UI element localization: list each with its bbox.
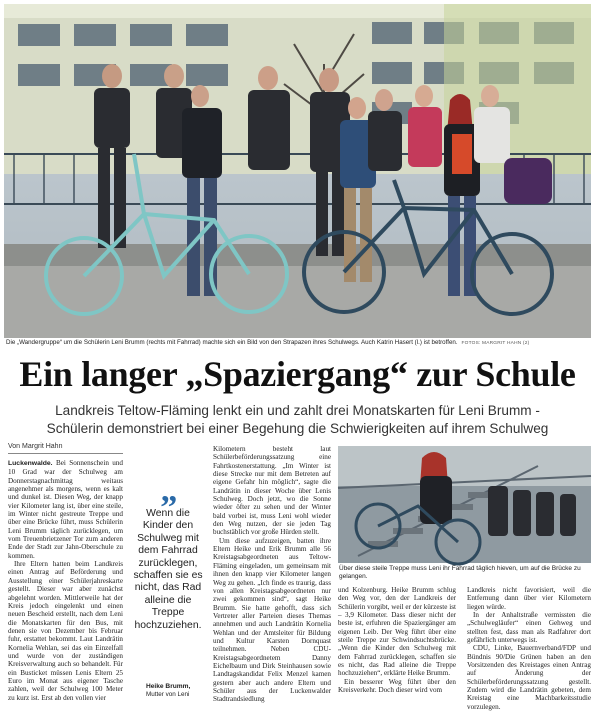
paragraph: Landkreis nicht favorisiert, weil die Entfernung dann über vier Kilometern liegen würde. — [467, 586, 591, 611]
article-column-5 — [338, 586, 456, 714]
main-photo — [4, 4, 591, 338]
quote-author-name: Heike Brumm, — [146, 683, 191, 690]
main-photo-caption-text: Die „Wandergruppe“ um die Schülerin Leni Brumm (rechts mit Fahrrad) machte sich ein Bild von den Strapazen ihres Schulwegs. Auch Katrin Hasert (l.) ist betroffen. — [6, 339, 458, 346]
photo-credit: FOTOS: MARGRIT HAHN (2) — [461, 341, 530, 346]
dateline: Luckenwalde. — [8, 460, 53, 467]
paragraph: Um diese aufzuzeigen, batten ihre Eltern Heike und Erik Brumm alle 56 Kreistagsabgeordneten aus Teltow-Fläming eingeladen, um gemeinsam mit ihnen den knapp vier Kilometer langen Weg zu gehen. „Ich finde es traurig, dass von allen Kreistagsabgeordneten nur zwei gekommen sind“, sagt Heike Brumm. Sie hatte gehofft, dass sich Vertreter aller Parteien dieses Themas annehmen und auch Landrätin Kornelia Wehlan und der Amtsleiter für Bildung und Kultur Karsten Dornquast teilnehmen. Neben CDU-Kreistagsabgeordnetem Danny Eichelbaum und Dirk Steinhausen sowie Landtagskandidat Felix Menzel kamen gestern aber auch andere Eltern und Schüler aus der Luckenwalder Stadtrandsiedlung — [213, 536, 331, 704]
paragraph — [8, 459, 123, 560]
article-column-6 — [467, 586, 591, 714]
stair-photo-illustration — [338, 446, 591, 563]
quote-author-role: Mutter von Leni — [146, 691, 190, 698]
paragraph: CDU, Linke, Bauernverband/FDP und Bündnis 90/Die Grünen haben an den Vorsitzenden des Kreistages einen Antrag auf Änderung der Schülerbeförderungssatzung gestellt. Zudem wird die Landrätin gebeten, dem Kreistag eine Machbarkeitsstudie vorzulegen. — [467, 644, 591, 711]
stair-photo — [338, 446, 591, 563]
byline: Von Margrit Hahn — [8, 443, 63, 450]
paragraph-text: Bei Sonnenschein und 10 Grad war der Schulweg am Donnerstagnachmittag weitaus angenehmer als morgens, wenn es kalt und dunkel ist. Diesen Weg, der knapp vier Kilometer lang ist, über eine steile, im Winter nicht gestreute Treppe und über eine Brücke führt, muss Schülerin Leni Brumm täglich zurücklegen, um vom Treuenbrietzener Tor zum anderen Ende der Stadt zur Jahn-Oberschule zu kommen. — [8, 459, 123, 560]
subheadline — [20, 402, 575, 437]
paragraph: Ein besserer Weg führt über den Kreisverkehr. Doch dieser wird vom — [338, 677, 456, 695]
quote-mark-icon: „ — [160, 472, 176, 509]
subheadline-line-2: Schülerin demonstriert bei einer Begehung die Schwierigkeiten auf ihrem Schulweg — [46, 420, 549, 436]
headline: Ein langer „Spaziergang“ zur Schule — [19, 354, 576, 394]
paragraph: Ihre Eltern hatten beim Landkreis einen Antrag auf Beförderung und Ausstellung einer Schülerjahreskarte gestellt. Dieser war aber zunächst abgelehnt worden. Mittlerweile hat der Kreis jedoch eingelenkt und einen neuen Bescheid erstellt, nach dem Leni die Monatskarten für den Bus, mit denen sie von Dezember bis Februar fuhr, erstattet bekommt. Laut Landrätin Kornelia Wehlan, sei das ein Einzelfall und wurde von der zuständigen Kreisverwaltung auch so behandelt. Für ein Busticket müssen Lenis Eltern 25 Euro im Monat aus eigener Tasche zahlen, weil der Schulweg 100 Meter zu kurz ist. Erst ab den vollen vier — [8, 560, 123, 702]
pull-quote — [131, 472, 205, 632]
stair-photo-caption: Über diese steile Treppe muss Leni ihr Fahrrad täglich hieven, um auf die Brücke zu gelangen. — [339, 565, 581, 580]
subheadline-line-1: Landkreis Teltow-Fläming lenkt ein und zahlt drei Monatskarten für Leni Brumm - — [55, 403, 540, 418]
article-column-1 — [8, 459, 123, 713]
pull-quote-text: Wenn die Kinder den Schulweg mit dem Fahrrad zurücklegen, schaffen sie es nicht, das Rad alleine die Treppe hochzuziehen. — [133, 508, 203, 631]
pull-quote-author — [146, 683, 206, 699]
article-column-3 — [213, 445, 331, 704]
paragraph: und Kolzenburg. Heike Brumm schlug den Weg vor, den der Landkreis der Schülerin vorgibt, weil er der kürzeste ist – 3,9 Kilometer. Dass dieser nicht der beste ist, erfuhren die Spaziergänger am eigenen Leib. Der Weg führt über eine steile Treppe zur Schwindsuchtsbrücke. „Wenn die Kinder den Schulweg mit dem Fahrrad zurücklegen, schaffen sie es nicht, das Rad alleine die Treppe hochzuziehen“, erklärte Heike Brumm. — [338, 586, 456, 678]
paragraph: Kilometern besteht laut Schülerbeförderungssatzung eine Fahrtkostenerstattung. „Im Winter ist diese Strecke nur mit dem Betreten auf eigene Gefahr hin möglich“, sagte die Landrätin in dieser Woche über Lenis Schulweg. Doch jetzt, wo die Sonne wieder öfter zu sehen und der Winter bald vorbei ist, muss Leni wohl wieder den Weg nutzen, der sie jeden Tag buchstäblich vor große Hürden stellt. — [213, 445, 331, 537]
main-photo-illustration — [4, 4, 591, 338]
paragraph: In der Anhaltstraße vermissten die „Schulwegläufer“ einen Gehweg und stellten fest, dass man als Radfahrer dort gefährlich unterwegs ist. — [467, 611, 591, 645]
main-photo-caption — [6, 339, 591, 348]
byline-divider — [8, 453, 123, 454]
